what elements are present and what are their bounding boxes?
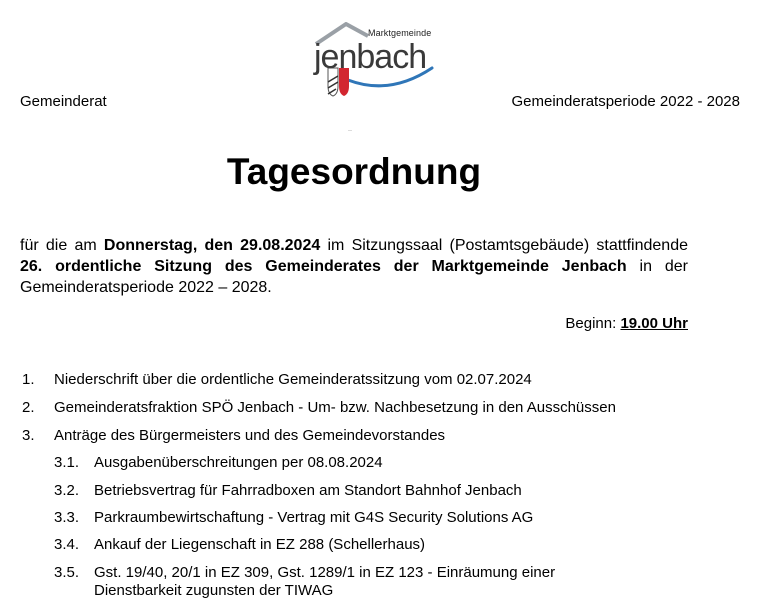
intro-paragraph xyxy=(20,235,688,298)
intro-session: 26. ordentliche Sitzung des Gemeinderates der Marktgemeinde Jenbach xyxy=(20,258,627,275)
logo-subtitle: Marktgemeinde xyxy=(368,28,432,38)
agenda-subitem-number: 3.1. xyxy=(54,454,80,471)
agenda-item-text: Niederschrift über die ordentliche Gemeinderatssitzung vom 02.07.2024 xyxy=(54,371,532,388)
agenda-subitem-text: Gst. 19/40, 20/1 in EZ 309, Gst. 1289/1 in EZ 123 - Einräumung einer xyxy=(94,564,556,581)
agenda-item-number: 1. xyxy=(22,371,35,388)
tiny-mark: — xyxy=(348,127,352,132)
agenda-subitem-text: Betriebsvertrag für Fahrradboxen am Standort Bahnhof Jenbach xyxy=(94,482,522,499)
page-title: Tagesordnung xyxy=(226,151,482,192)
agenda-item-text: Anträge des Bürgermeisters und des Gemeindevorstandes xyxy=(54,427,446,444)
agenda-item-number: 2. xyxy=(22,399,35,416)
agenda-subitem-text-continued: Dienstbarkeit zugunsten der TIWAG xyxy=(94,582,334,599)
start-time-value: 19.00 Uhr xyxy=(620,315,688,332)
intro-text-1: für die am xyxy=(20,237,104,254)
intro-text-2: im Sitzungssaal (Postamtsgebäude) stattfindende xyxy=(320,237,689,254)
marktgemeinde-jenbach-logo xyxy=(312,22,437,104)
agenda-subitem-text: Parkraumbewirtschaftung - Vertrag mit G4S Security Solutions AG xyxy=(94,509,534,526)
start-time-label: Beginn: xyxy=(565,315,621,332)
agenda-subitem-number: 3.3. xyxy=(54,509,80,526)
logo-wordmark: jenbach xyxy=(314,38,427,76)
agenda-item-text: Gemeinderatsfraktion SPÖ Jenbach - Um- bzw. Nachbesetzung in den Ausschüssen xyxy=(54,399,616,416)
intro-text-3: in der Gemeinderatsperiode 2022 – 2028. xyxy=(20,258,689,296)
agenda-subitem-number: 3.5. xyxy=(54,564,80,581)
agenda-subitem-number: 3.4. xyxy=(54,536,80,553)
agenda-subitem-number: 3.2. xyxy=(54,482,80,499)
header-left: Gemeinderat xyxy=(20,93,107,110)
agenda-subitem-text: Ankauf der Liegenschaft in EZ 288 (Schellerhaus) xyxy=(94,536,426,553)
header-right: Gemeinderatsperiode 2022 - 2028 xyxy=(511,93,740,110)
start-time xyxy=(565,315,688,332)
agenda-subitem-text: Ausgabenüberschreitungen per 08.08.2024 xyxy=(94,454,383,471)
intro-date: Donnerstag, den 29.08.2024 xyxy=(103,237,321,254)
agenda-subitem xyxy=(54,563,654,603)
agenda-item-number: 3. xyxy=(22,427,35,444)
